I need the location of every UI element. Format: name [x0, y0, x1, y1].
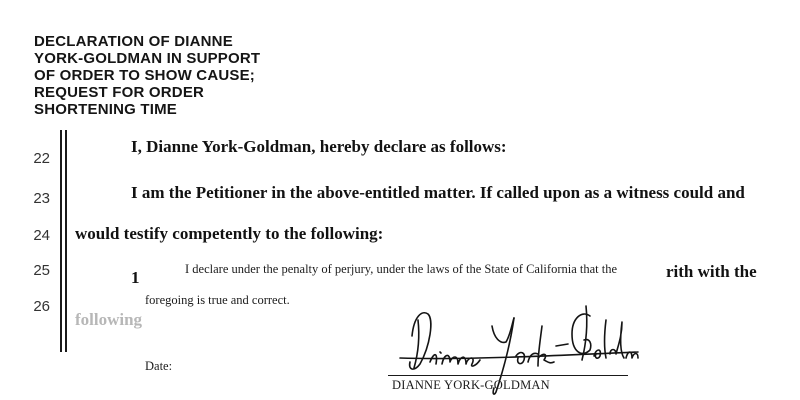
margin-rule-right [65, 130, 67, 352]
line-number: 26 [33, 298, 50, 315]
declaration-line-25-end: rith with the [666, 262, 757, 281]
caption-line: DECLARATION OF DIANNE [34, 33, 233, 50]
margin-rule-left [60, 130, 62, 352]
caption-line: OF ORDER TO SHOW CAUSE; [34, 67, 255, 84]
caption-line: YORK-GOLDMAN IN SUPPORT [34, 50, 261, 67]
line-number: 23 [33, 190, 50, 207]
attestation-line-1: I declare under the penalty of perjury, under the laws of the State of California that the [185, 262, 618, 276]
declaration-line-26-start: following [75, 310, 143, 329]
printed-signer-name: DIANNE YORK-GOLDMAN [392, 378, 550, 392]
declaration-line-23: I am the Petitioner in the above-entitled matter. If called upon as a witness could and [131, 183, 745, 202]
paragraph-number: 1 [131, 268, 140, 287]
caption-line: REQUEST FOR ORDER [34, 84, 205, 101]
declaration-line-24: would testify competently to the following: [75, 224, 384, 243]
case-caption [34, 33, 334, 118]
signature-line [388, 375, 628, 376]
line-number: 24 [33, 227, 50, 244]
declaration-line-22: I, Dianne York-Goldman, hereby declare as follows: [131, 137, 507, 156]
date-label: Date: [145, 359, 173, 373]
line-number: 25 [33, 262, 50, 279]
caption-line: SHORTENING TIME [34, 101, 178, 118]
attestation-line-2: foregoing is true and correct. [145, 293, 290, 307]
line-number: 22 [33, 150, 50, 167]
